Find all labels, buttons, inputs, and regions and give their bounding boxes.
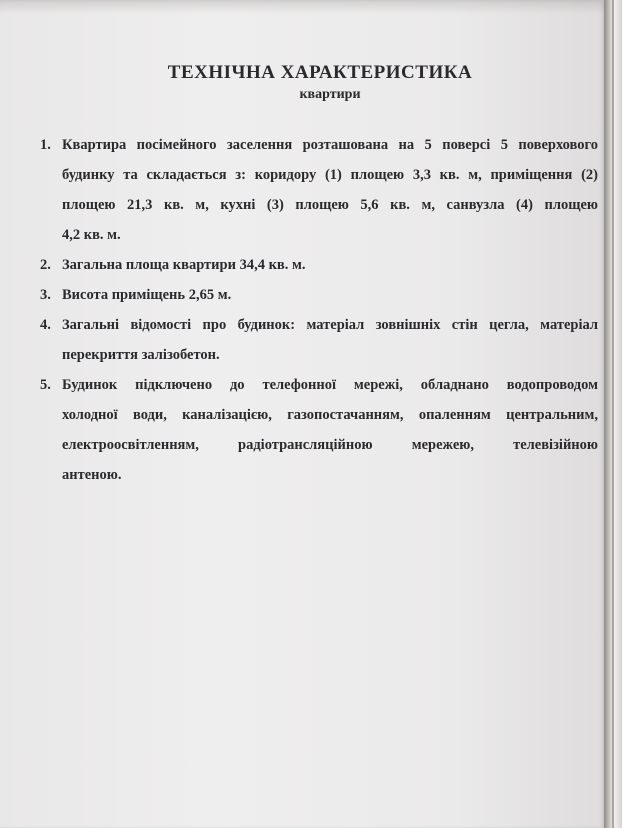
page-top-shadow	[0, 0, 604, 14]
list-item-line: будинку та складається з: коридору (1) площею 3,3 кв. м, приміщення (2)	[62, 167, 598, 183]
list-item-number: 2.	[40, 257, 51, 273]
document-title: ТЕХНІЧНА ХАРАКТЕРИСТИКА	[167, 62, 473, 83]
list-item-line: електроосвітленням, радіотрансляційною мережею, телевізійною	[62, 437, 598, 453]
list-item-line: Загальні відомості про будинок: матеріал зовнішніх стін цегла, матеріал	[62, 317, 598, 333]
list-item-line: Висота приміщень 2,65 м.	[62, 287, 232, 303]
document-subtitle: квартири	[299, 87, 361, 102]
list-item-number: 3.	[40, 287, 51, 303]
list-item-line: 4,2 кв. м.	[62, 227, 121, 243]
list-item-number: 5.	[40, 377, 51, 393]
list-item-line: Загальна площа квартири 34,4 кв. м.	[62, 257, 306, 273]
list-item-number: 4.	[40, 317, 51, 333]
list-item-line: холодної води, каналізацією, газопостачанням, опаленням центральним,	[62, 407, 598, 423]
list-item-line: антеною.	[62, 467, 122, 483]
list-item-4	[40, 310, 598, 370]
characteristics-list	[40, 130, 598, 490]
list-item-line: площею 21,3 кв. м, кухні (3) площею 5,6 кв. м, санвузла (4) площею	[62, 197, 598, 213]
document-body	[40, 130, 598, 490]
list-item-line: перекриття залізобетон.	[62, 347, 220, 363]
page-edge-line	[612, 0, 614, 828]
list-item-1	[40, 130, 598, 250]
list-item-line: Будинок підключено до телефонної мережі, обладнано водопроводом	[62, 377, 598, 393]
list-item-3	[40, 280, 598, 310]
list-item-number: 1.	[40, 137, 51, 153]
list-item-2	[40, 250, 598, 280]
list-item-line: Квартира посімейного заселення розташована на 5 поверсі 5 поверхового	[62, 137, 598, 153]
list-item-5	[40, 370, 598, 490]
